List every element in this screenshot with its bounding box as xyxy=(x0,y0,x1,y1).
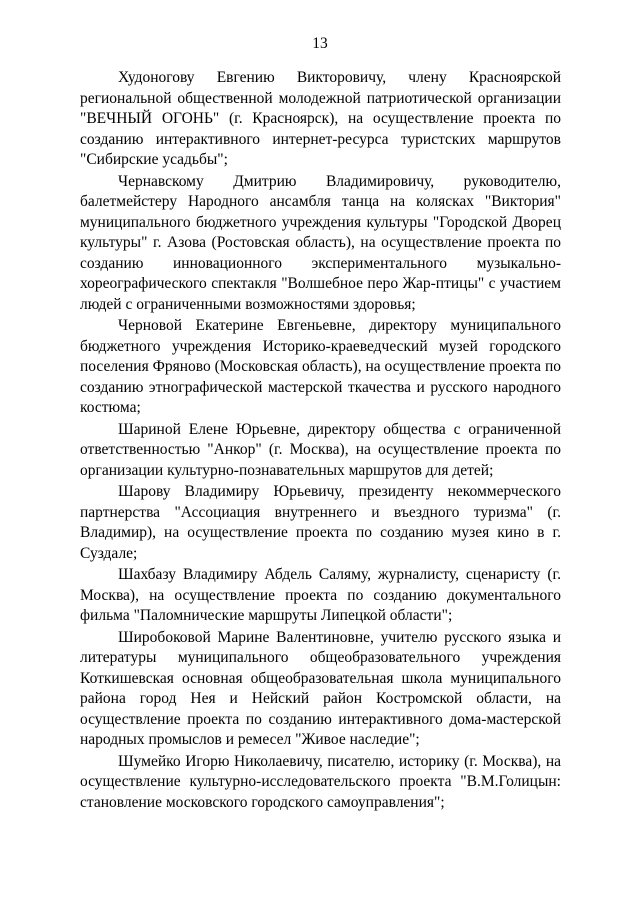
paragraph-shirobokova: Широбоковой Марине Валентиновне, учителю русского языка и литературы муниципального общеобразовательного учреждения Коткишевская основная общеобразовательная школа муниципального района город Нея и Нейский район Костромской области, на осуществление проекта по созданию интерактивного дома-мастерской народных промыслов и ремесел "Живое наследие"; xyxy=(80,628,561,748)
page-number: 13 xyxy=(312,35,328,52)
paragraph-sharina: Шариной Елене Юрьевне, директору общества с ограниченной ответственностью "Анкор" (г. Москва), на осуществление проекта по организации культурно-познавательных маршрутов для детей; xyxy=(80,420,561,479)
paragraph-shumeiko: Шумейко Игорю Николаевичу, писателю, историку (г. Москва), на осуществление культурно-исследовательского проекта "В.М.Голицын: становление московского городского самоуправления"; xyxy=(80,752,561,811)
paragraph-chernova: Черновой Екатерине Евгеньевне, директору муниципального бюджетного учреждения Историко-краеведческий музей городского поселения Фряново (Московская область), на осуществление проекта по созданию этнографической мастерской ткачества и русского народного костюма; xyxy=(80,317,561,416)
paragraph-chernavsky: Чернавскому Дмитрию Владимировичу, руководителю, балетмейстеру Народного ансамбля танца на колясках "Виктория" муниципального бюджетного учреждения культуры "Городской Дворец культуры" г. Азова (Ростовская область), на осуществление проекта по созданию инновационного экспериментального музыкально-хореографического спектакля "Волшебное перо Жар-птицы" с участием людей с ограниченными возможностями здоровья; xyxy=(80,172,561,313)
paragraph-sharov: Шарову Владимиру Юрьевичу, президенту некоммерческого партнерства "Ассоциация внутреннего и въездного туризма" (г. Владимир), на осуществление проекта по созданию музея кино в г. Суздале; xyxy=(80,483,561,562)
paragraph-shakhbaz: Шахбазу Владимиру Абдель Саляму, журналисту, сценаристу (г. Москва), на осуществление проекта по созданию документального фильма "Паломнические маршруты Липецкой области"; xyxy=(80,566,561,624)
document-body xyxy=(80,68,561,813)
paragraph-khudonogov: Худоногову Евгению Викторовичу, члену Красноярской региональной общественной молодежной патриотической организации "ВЕЧНЫЙ ОГОНЬ" (г. Красноярск), на осуществление проекта по созданию интерактивного интернет-ресурса туристских маршрутов "Сибирские усадьбы"; xyxy=(80,69,561,168)
